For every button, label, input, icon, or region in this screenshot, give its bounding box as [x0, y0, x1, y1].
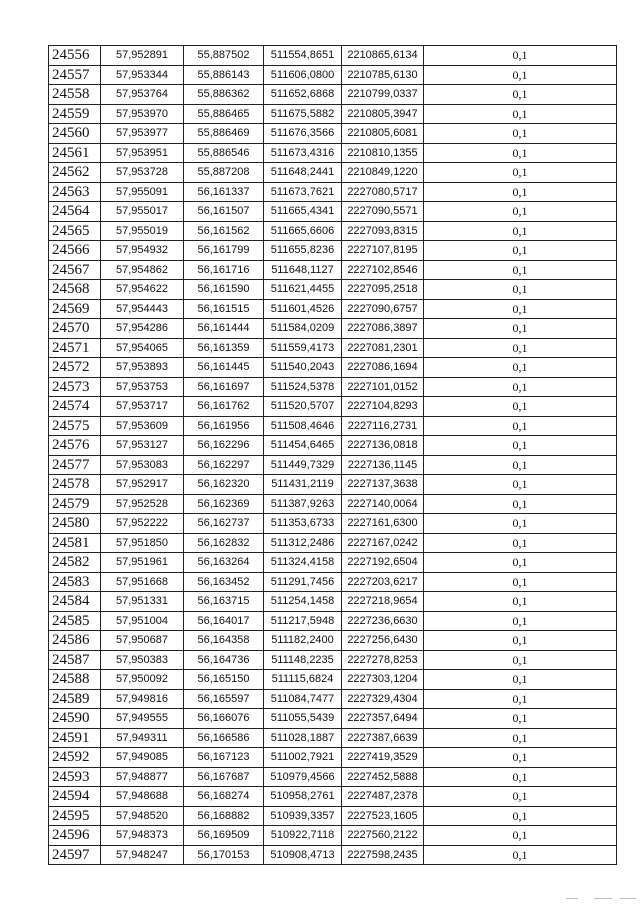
x-coordinate-cell: 511675,5882: [264, 104, 342, 124]
point-number-cell: 24584: [49, 592, 101, 612]
table-row: [49, 670, 617, 690]
y-coordinate-cell: 2227090,6757: [342, 299, 424, 319]
x-coordinate-cell: 510908,4713: [264, 845, 342, 865]
tolerance-cell: 0,1: [424, 241, 617, 261]
longitude-cell: 55,887208: [184, 163, 264, 183]
longitude-cell: 56,162369: [184, 494, 264, 514]
tolerance-cell: 0,1: [424, 631, 617, 651]
point-number-cell: 24594: [49, 787, 101, 807]
longitude-cell: 56,161762: [184, 397, 264, 417]
latitude-cell: 57,950383: [101, 650, 184, 670]
longitude-cell: 56,162297: [184, 455, 264, 475]
x-coordinate-cell: 511002,7921: [264, 748, 342, 768]
y-coordinate-cell: 2227256,6430: [342, 631, 424, 651]
table-row: [49, 514, 617, 534]
latitude-cell: 57,953893: [101, 358, 184, 378]
tolerance-cell: 0,1: [424, 65, 617, 85]
y-coordinate-cell: 2227137,3638: [342, 475, 424, 495]
x-coordinate-cell: 511554,8651: [264, 46, 342, 66]
x-coordinate-cell: 511291,7456: [264, 572, 342, 592]
y-coordinate-cell: 2210805,3947: [342, 104, 424, 124]
x-coordinate-cell: 510939,3357: [264, 806, 342, 826]
latitude-cell: 57,954065: [101, 338, 184, 358]
latitude-cell: 57,948520: [101, 806, 184, 826]
tolerance-cell: 0,1: [424, 767, 617, 787]
table-row: [49, 397, 617, 417]
y-coordinate-cell: 2227136,0818: [342, 436, 424, 456]
longitude-cell: 56,161337: [184, 182, 264, 202]
latitude-cell: 57,953764: [101, 85, 184, 105]
y-coordinate-cell: 2227487,2378: [342, 787, 424, 807]
table-row: [49, 533, 617, 553]
x-coordinate-cell: 511115,6824: [264, 670, 342, 690]
point-number-cell: 24586: [49, 631, 101, 651]
longitude-cell: 56,164358: [184, 631, 264, 651]
table-row: [49, 845, 617, 865]
point-number-cell: 24588: [49, 670, 101, 690]
y-coordinate-cell: 2210805,6081: [342, 124, 424, 144]
point-number-cell: 24564: [49, 202, 101, 222]
tolerance-cell: 0,1: [424, 475, 617, 495]
x-coordinate-cell: 511454,6465: [264, 436, 342, 456]
tolerance-cell: 0,1: [424, 728, 617, 748]
point-number-cell: 24556: [49, 46, 101, 66]
point-number-cell: 24559: [49, 104, 101, 124]
latitude-cell: 57,953127: [101, 436, 184, 456]
x-coordinate-cell: 511673,7621: [264, 182, 342, 202]
y-coordinate-cell: 2227095,2518: [342, 280, 424, 300]
x-coordinate-cell: 511254,1458: [264, 592, 342, 612]
y-coordinate-cell: 2227452,5888: [342, 767, 424, 787]
latitude-cell: 57,955017: [101, 202, 184, 222]
table-row: [49, 163, 617, 183]
latitude-cell: 57,952222: [101, 514, 184, 534]
longitude-cell: 56,162320: [184, 475, 264, 495]
x-coordinate-cell: 511055,5439: [264, 709, 342, 729]
latitude-cell: 57,953083: [101, 455, 184, 475]
y-coordinate-cell: 2227090,5571: [342, 202, 424, 222]
table-row: [49, 767, 617, 787]
y-coordinate-cell: 2227081,2301: [342, 338, 424, 358]
tolerance-cell: 0,1: [424, 182, 617, 202]
latitude-cell: 57,949311: [101, 728, 184, 748]
x-coordinate-cell: 511148,2235: [264, 650, 342, 670]
longitude-cell: 56,163452: [184, 572, 264, 592]
tolerance-cell: 0,1: [424, 124, 617, 144]
table-row: [49, 553, 617, 573]
x-coordinate-cell: 511431,2119: [264, 475, 342, 495]
table-row: [49, 475, 617, 495]
table-row: [49, 65, 617, 85]
point-number-cell: 24575: [49, 416, 101, 436]
longitude-cell: 55,886465: [184, 104, 264, 124]
x-coordinate-cell: 510922,7118: [264, 826, 342, 846]
y-coordinate-cell: 2210849,1220: [342, 163, 424, 183]
tolerance-cell: 0,1: [424, 845, 617, 865]
latitude-cell: 57,950687: [101, 631, 184, 651]
tolerance-cell: 0,1: [424, 299, 617, 319]
latitude-cell: 57,954622: [101, 280, 184, 300]
point-number-cell: 24596: [49, 826, 101, 846]
latitude-cell: 57,951961: [101, 553, 184, 573]
x-coordinate-cell: 511584,0209: [264, 319, 342, 339]
table-row: [49, 806, 617, 826]
point-number-cell: 24567: [49, 260, 101, 280]
x-coordinate-cell: 511217,5948: [264, 611, 342, 631]
latitude-cell: 57,955019: [101, 221, 184, 241]
table-row: [49, 182, 617, 202]
tolerance-cell: 0,1: [424, 260, 617, 280]
table-row: [49, 826, 617, 846]
y-coordinate-cell: 2227107,8195: [342, 241, 424, 261]
x-coordinate-cell: 511387,9263: [264, 494, 342, 514]
point-number-cell: 24580: [49, 514, 101, 534]
longitude-cell: 56,161507: [184, 202, 264, 222]
tolerance-cell: 0,1: [424, 650, 617, 670]
x-coordinate-cell: 511652,6868: [264, 85, 342, 105]
y-coordinate-cell: 2227192,6504: [342, 553, 424, 573]
longitude-cell: 56,164736: [184, 650, 264, 670]
y-coordinate-cell: 2227161,6300: [342, 514, 424, 534]
point-number-cell: 24577: [49, 455, 101, 475]
table-row: [49, 592, 617, 612]
table-row: [49, 631, 617, 651]
y-coordinate-cell: 2227303,1204: [342, 670, 424, 690]
longitude-cell: 56,161716: [184, 260, 264, 280]
latitude-cell: 57,953970: [101, 104, 184, 124]
table-row: [49, 689, 617, 709]
x-coordinate-cell: 511621,4455: [264, 280, 342, 300]
tolerance-cell: 0,1: [424, 46, 617, 66]
tolerance-cell: 0,1: [424, 611, 617, 631]
longitude-cell: 56,168882: [184, 806, 264, 826]
longitude-cell: 56,163264: [184, 553, 264, 573]
point-number-cell: 24560: [49, 124, 101, 144]
latitude-cell: 57,949085: [101, 748, 184, 768]
x-coordinate-cell: 511540,2043: [264, 358, 342, 378]
point-number-cell: 24585: [49, 611, 101, 631]
table-row: [49, 748, 617, 768]
longitude-cell: 56,163715: [184, 592, 264, 612]
longitude-cell: 56,168274: [184, 787, 264, 807]
point-number-cell: 24574: [49, 397, 101, 417]
table-row: [49, 260, 617, 280]
longitude-cell: 56,161444: [184, 319, 264, 339]
table-row: [49, 787, 617, 807]
table-row: [49, 143, 617, 163]
point-number-cell: 24593: [49, 767, 101, 787]
tolerance-cell: 0,1: [424, 202, 617, 222]
x-coordinate-cell: 510958,2761: [264, 787, 342, 807]
point-number-cell: 24561: [49, 143, 101, 163]
tolerance-cell: 0,1: [424, 572, 617, 592]
latitude-cell: 57,952891: [101, 46, 184, 66]
x-coordinate-cell: 511665,4341: [264, 202, 342, 222]
latitude-cell: 57,953977: [101, 124, 184, 144]
longitude-cell: 56,162737: [184, 514, 264, 534]
coordinates-table: [48, 45, 617, 865]
latitude-cell: 57,953344: [101, 65, 184, 85]
point-number-cell: 24558: [49, 85, 101, 105]
x-coordinate-cell: 511648,1127: [264, 260, 342, 280]
x-coordinate-cell: 511449,7329: [264, 455, 342, 475]
latitude-cell: 57,954862: [101, 260, 184, 280]
tolerance-cell: 0,1: [424, 358, 617, 378]
longitude-cell: 55,886546: [184, 143, 264, 163]
point-number-cell: 24572: [49, 358, 101, 378]
longitude-cell: 56,161445: [184, 358, 264, 378]
tolerance-cell: 0,1: [424, 689, 617, 709]
longitude-cell: 56,165597: [184, 689, 264, 709]
x-coordinate-cell: 511655,8236: [264, 241, 342, 261]
point-number-cell: 24563: [49, 182, 101, 202]
y-coordinate-cell: 2227523,1605: [342, 806, 424, 826]
point-number-cell: 24562: [49, 163, 101, 183]
latitude-cell: 57,949816: [101, 689, 184, 709]
latitude-cell: 57,954443: [101, 299, 184, 319]
table-row: [49, 319, 617, 339]
x-coordinate-cell: 511648,2441: [264, 163, 342, 183]
tolerance-cell: 0,1: [424, 533, 617, 553]
point-number-cell: 24591: [49, 728, 101, 748]
x-coordinate-cell: 511312,2486: [264, 533, 342, 553]
y-coordinate-cell: 2227560,2122: [342, 826, 424, 846]
latitude-cell: 57,951004: [101, 611, 184, 631]
y-coordinate-cell: 2227357,6494: [342, 709, 424, 729]
tolerance-cell: 0,1: [424, 670, 617, 690]
table-row: [49, 85, 617, 105]
tolerance-cell: 0,1: [424, 592, 617, 612]
longitude-cell: 56,161515: [184, 299, 264, 319]
y-coordinate-cell: 2227086,1694: [342, 358, 424, 378]
y-coordinate-cell: 2227086,3897: [342, 319, 424, 339]
point-number-cell: 24578: [49, 475, 101, 495]
y-coordinate-cell: 2227116,2731: [342, 416, 424, 436]
latitude-cell: 57,948247: [101, 845, 184, 865]
footer-dash: [594, 898, 612, 899]
latitude-cell: 57,953609: [101, 416, 184, 436]
longitude-cell: 56,165150: [184, 670, 264, 690]
y-coordinate-cell: 2227140,0064: [342, 494, 424, 514]
x-coordinate-cell: 511508,4646: [264, 416, 342, 436]
table-row: [49, 241, 617, 261]
longitude-cell: 56,161359: [184, 338, 264, 358]
tolerance-cell: 0,1: [424, 319, 617, 339]
longitude-cell: 55,886143: [184, 65, 264, 85]
y-coordinate-cell: 2210865,6134: [342, 46, 424, 66]
x-coordinate-cell: 511182,2400: [264, 631, 342, 651]
longitude-cell: 56,161956: [184, 416, 264, 436]
point-number-cell: 24569: [49, 299, 101, 319]
table-row: [49, 358, 617, 378]
table-row: [49, 611, 617, 631]
tolerance-cell: 0,1: [424, 787, 617, 807]
table-row: [49, 436, 617, 456]
y-coordinate-cell: 2227102,8546: [342, 260, 424, 280]
table-row: [49, 728, 617, 748]
tolerance-cell: 0,1: [424, 826, 617, 846]
tolerance-cell: 0,1: [424, 143, 617, 163]
x-coordinate-cell: 510979,4566: [264, 767, 342, 787]
longitude-cell: 56,161562: [184, 221, 264, 241]
x-coordinate-cell: 511324,4158: [264, 553, 342, 573]
tolerance-cell: 0,1: [424, 455, 617, 475]
tolerance-cell: 0,1: [424, 436, 617, 456]
point-number-cell: 24571: [49, 338, 101, 358]
tolerance-cell: 0,1: [424, 553, 617, 573]
table-row: [49, 650, 617, 670]
longitude-cell: 56,161697: [184, 377, 264, 397]
latitude-cell: 57,951850: [101, 533, 184, 553]
x-coordinate-cell: 511028,1887: [264, 728, 342, 748]
x-coordinate-cell: 511559,4173: [264, 338, 342, 358]
table-row: [49, 280, 617, 300]
x-coordinate-cell: 511673,4316: [264, 143, 342, 163]
latitude-cell: 57,948877: [101, 767, 184, 787]
table-row: [49, 494, 617, 514]
longitude-cell: 56,167123: [184, 748, 264, 768]
x-coordinate-cell: 511524,5378: [264, 377, 342, 397]
latitude-cell: 57,953951: [101, 143, 184, 163]
latitude-cell: 57,950092: [101, 670, 184, 690]
longitude-cell: 56,162296: [184, 436, 264, 456]
longitude-cell: 56,170153: [184, 845, 264, 865]
x-coordinate-cell: 511665,6606: [264, 221, 342, 241]
longitude-cell: 56,166076: [184, 709, 264, 729]
point-number-cell: 24581: [49, 533, 101, 553]
latitude-cell: 57,955091: [101, 182, 184, 202]
y-coordinate-cell: 2227093,8315: [342, 221, 424, 241]
table-row: [49, 709, 617, 729]
point-number-cell: 24587: [49, 650, 101, 670]
longitude-cell: 56,169509: [184, 826, 264, 846]
x-coordinate-cell: 511520,5707: [264, 397, 342, 417]
latitude-cell: 57,953717: [101, 397, 184, 417]
x-coordinate-cell: 511084,7477: [264, 689, 342, 709]
longitude-cell: 56,162832: [184, 533, 264, 553]
y-coordinate-cell: 2227218,9654: [342, 592, 424, 612]
point-number-cell: 24566: [49, 241, 101, 261]
table-row: [49, 104, 617, 124]
point-number-cell: 24565: [49, 221, 101, 241]
x-coordinate-cell: 511676,3566: [264, 124, 342, 144]
table-row: [49, 416, 617, 436]
latitude-cell: 57,952917: [101, 475, 184, 495]
y-coordinate-cell: 2227329,4304: [342, 689, 424, 709]
point-number-cell: 24592: [49, 748, 101, 768]
tolerance-cell: 0,1: [424, 377, 617, 397]
point-number-cell: 24557: [49, 65, 101, 85]
tolerance-cell: 0,1: [424, 221, 617, 241]
y-coordinate-cell: 2227387,6639: [342, 728, 424, 748]
point-number-cell: 24570: [49, 319, 101, 339]
tolerance-cell: 0,1: [424, 416, 617, 436]
latitude-cell: 57,954932: [101, 241, 184, 261]
point-number-cell: 24595: [49, 806, 101, 826]
latitude-cell: 57,951668: [101, 572, 184, 592]
table-row: [49, 202, 617, 222]
y-coordinate-cell: 2227598,2435: [342, 845, 424, 865]
longitude-cell: 56,161799: [184, 241, 264, 261]
y-coordinate-cell: 2227236,6630: [342, 611, 424, 631]
y-coordinate-cell: 2227278,8253: [342, 650, 424, 670]
latitude-cell: 57,954286: [101, 319, 184, 339]
tolerance-cell: 0,1: [424, 748, 617, 768]
x-coordinate-cell: 511353,6733: [264, 514, 342, 534]
latitude-cell: 57,948688: [101, 787, 184, 807]
table-row: [49, 124, 617, 144]
tolerance-cell: 0,1: [424, 163, 617, 183]
longitude-cell: 55,886362: [184, 85, 264, 105]
tolerance-cell: 0,1: [424, 494, 617, 514]
point-number-cell: 24573: [49, 377, 101, 397]
point-number-cell: 24579: [49, 494, 101, 514]
tolerance-cell: 0,1: [424, 104, 617, 124]
longitude-cell: 56,166586: [184, 728, 264, 748]
table-row: [49, 572, 617, 592]
y-coordinate-cell: 2227136,1145: [342, 455, 424, 475]
y-coordinate-cell: 2227419,3529: [342, 748, 424, 768]
tolerance-cell: 0,1: [424, 397, 617, 417]
y-coordinate-cell: 2210785,6130: [342, 65, 424, 85]
latitude-cell: 57,951331: [101, 592, 184, 612]
point-number-cell: 24582: [49, 553, 101, 573]
point-number-cell: 24590: [49, 709, 101, 729]
latitude-cell: 57,952528: [101, 494, 184, 514]
longitude-cell: 56,161590: [184, 280, 264, 300]
table-row: [49, 46, 617, 66]
y-coordinate-cell: 2227167,0242: [342, 533, 424, 553]
latitude-cell: 57,948373: [101, 826, 184, 846]
longitude-cell: 56,167687: [184, 767, 264, 787]
tolerance-cell: 0,1: [424, 280, 617, 300]
x-coordinate-cell: 511601,4526: [264, 299, 342, 319]
y-coordinate-cell: 2210799,0337: [342, 85, 424, 105]
point-number-cell: 24589: [49, 689, 101, 709]
tolerance-cell: 0,1: [424, 514, 617, 534]
point-number-cell: 24597: [49, 845, 101, 865]
longitude-cell: 56,164017: [184, 611, 264, 631]
y-coordinate-cell: 2227203,6217: [342, 572, 424, 592]
tolerance-cell: 0,1: [424, 709, 617, 729]
latitude-cell: 57,953753: [101, 377, 184, 397]
y-coordinate-cell: 2227101,0152: [342, 377, 424, 397]
footer-dash: [566, 898, 578, 899]
y-coordinate-cell: 2210810,1355: [342, 143, 424, 163]
table-row: [49, 455, 617, 475]
table-row: [49, 377, 617, 397]
y-coordinate-cell: 2227080,5717: [342, 182, 424, 202]
table-row: [49, 221, 617, 241]
longitude-cell: 55,886469: [184, 124, 264, 144]
x-coordinate-cell: 511606,0800: [264, 65, 342, 85]
tolerance-cell: 0,1: [424, 85, 617, 105]
latitude-cell: 57,953728: [101, 163, 184, 183]
point-number-cell: 24583: [49, 572, 101, 592]
point-number-cell: 24576: [49, 436, 101, 456]
table-body: [49, 46, 617, 865]
tolerance-cell: 0,1: [424, 338, 617, 358]
point-number-cell: 24568: [49, 280, 101, 300]
tolerance-cell: 0,1: [424, 806, 617, 826]
longitude-cell: 55,887502: [184, 46, 264, 66]
latitude-cell: 57,949555: [101, 709, 184, 729]
table-row: [49, 299, 617, 319]
footer-dash: [620, 898, 636, 899]
table-row: [49, 338, 617, 358]
y-coordinate-cell: 2227104,8293: [342, 397, 424, 417]
